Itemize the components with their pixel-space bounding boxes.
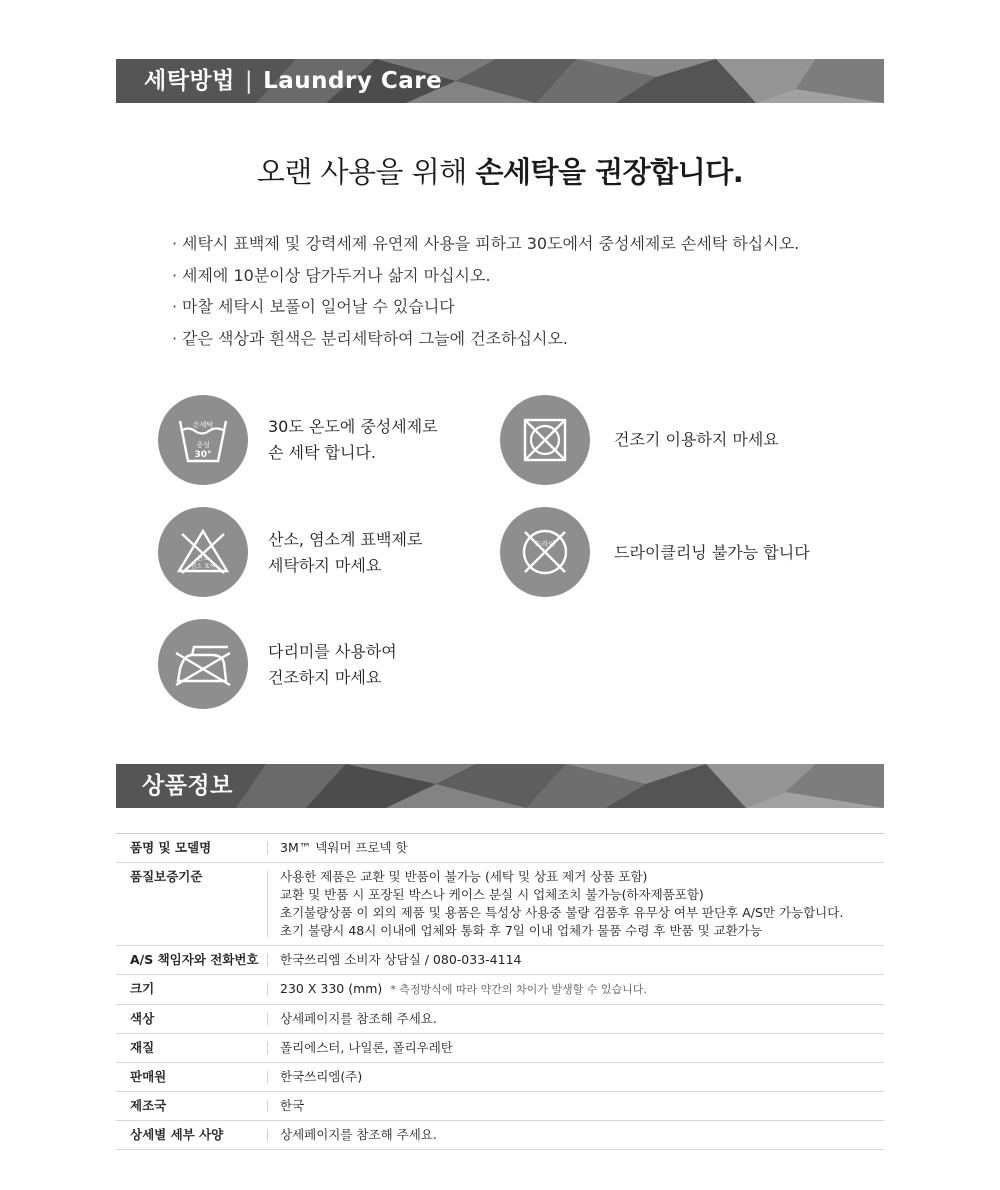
care-instruction-text: 같은 색상과 흰색은 분리세탁하여 그늘에 건조하십시오. [182,328,569,348]
row-value: 상세페이지를 참조해 주세요. [280,1011,437,1026]
origin-key: 제조국 [130,1098,167,1113]
table-row [116,1092,884,1121]
no-bleach-line1: 산소, 염소계 표백제로 [268,530,423,549]
no-bleach-line2: 세탁하지 마세요 [268,556,382,575]
row-key [116,946,268,974]
laundry-title-ko: 세탁방법 [144,68,235,94]
care-instruction-item [172,264,872,296]
bullet-dot: · [172,328,178,348]
row-key [116,1063,268,1091]
handwash-line1: 30도 온도에 중성세제로 [268,417,438,436]
size-value: 230 X 330 (mm) [280,981,383,996]
no-bleach-label-top: 산소 [196,554,210,562]
no-dryer-line1: 건조기 이용하지 마세요 [614,430,779,449]
care-headline [0,150,1000,191]
size-key: 크기 [130,981,155,996]
table-row [116,834,884,863]
warranty-line: 사용한 제품은 교환 및 반품이 불가능 (세탁 및 상표 제거 상품 포함) [280,869,648,884]
care-instruction-text: 마찰 세탁시 보풀이 일어날 수 있습니다 [182,297,455,316]
row-key [116,975,268,1004]
table-row [116,1005,884,1034]
bullet-dot: · [172,265,178,285]
handwash-30-icon [158,395,248,485]
warranty-line: 초기 불량시 48시 이내에 업체와 통화 후 7일 이내 업체가 물품 수령 후 반품 및 교환가능 [280,923,762,938]
row-value [268,863,884,945]
handwash-label-temp: 30° [194,450,212,460]
headline-bold: 손세탁을 권장합니다. [475,155,744,189]
handwash-line2: 손 세탁 합니다. [268,443,376,462]
care-instruction-text: 세제에 10분이상 담가두거나 삶지 마십시오. [182,265,491,285]
bullet-dot: · [172,297,178,316]
no-bleach-label-bottom: 염소 표백 [190,563,216,570]
table-row [116,1121,884,1150]
no-dryclean-line1: 드라이클리닝 불가능 합니다 [614,543,810,562]
seller-key: 판매원 [130,1069,167,1084]
laundry-care-title [144,59,442,103]
row-value: 3M™ 넥워머 프로넥 핫 [280,840,408,855]
no-tumble-dry-icon [500,395,590,485]
warranty-line: 초기불량상품 이 외의 제품 및 용품은 특성상 사용중 불량 검품후 유무상 여부 판단후 A/S만 가능합니다. [280,905,844,920]
no-bleach-description [268,527,422,579]
details-key: 상세별 세부 사양 [130,1127,224,1142]
no-dryclean-description [614,540,810,566]
row-key [116,1034,268,1062]
table-row [116,1034,884,1063]
no-iron-line1: 다리미를 사용하여 [268,642,397,661]
no-bleach-icon [158,507,248,597]
material-key: 재질 [130,1040,155,1055]
handwash-label-top: 손세탁 [192,421,214,429]
care-instruction-item [172,327,872,359]
row-value [268,975,884,1004]
care-instruction-item [172,232,872,264]
warranty-key: 품질보증기준 [130,869,203,884]
table-row [116,975,884,1005]
laundry-care-banner [116,59,884,103]
headline-normal: 오랜 사용을 위해 [256,155,476,189]
bullet-dot: · [172,234,178,253]
as-contact-key: A/S 책임자와 전화번호 [130,952,259,967]
warranty-line: 교환 및 반품 시 포장된 박스나 케이스 분실 시 업체조치 불가능(하자제품포함) [280,887,704,902]
color-key: 색상 [130,1011,155,1026]
laundry-title-separator: | [244,68,254,94]
row-value: 한국 [280,1098,305,1113]
no-iron-icon [158,619,248,709]
table-row [116,1063,884,1092]
care-instruction-item [172,295,872,327]
size-note: * 측정방식에 따라 약간의 차이가 발생할 수 있습니다. [390,983,647,996]
laundry-title-en: Laundry Care [263,68,443,94]
care-instruction-text: 세탁시 표백제 및 강력세제 유연제 사용을 피하고 30도에서 중성세제로 손세탁 하십시오. [182,234,800,253]
row-key [116,863,268,945]
product-info-banner [116,764,884,808]
no-iron-line2: 건조하지 마세요 [268,668,382,687]
table-row [116,946,884,975]
no-dryclean-label: 드라이 [534,540,556,548]
handwash-label-mid: 중성 [196,441,210,449]
row-key [116,834,268,862]
row-key [116,1121,268,1149]
row-value: 폴리에스터, 나일론, 폴리우레탄 [280,1040,453,1055]
row-value: 상세페이지를 참조해 주세요. [280,1127,437,1142]
table-row [116,863,884,946]
row-value: 한국쓰리엠 소비자 상담실 / 080-033-4114 [280,952,522,967]
row-key [116,1092,268,1120]
row-value: 한국쓰리엠(주) [280,1069,363,1084]
product-info-title: 상품정보 [142,773,233,799]
no-dry-clean-icon [500,507,590,597]
row-key [116,1005,268,1033]
no-dryer-description [614,427,779,453]
product-info-table [116,833,884,1150]
handwash-description [268,414,438,466]
no-iron-description [268,639,397,691]
model-key: 품명 및 모델명 [130,840,212,855]
care-instructions-list [172,232,872,358]
